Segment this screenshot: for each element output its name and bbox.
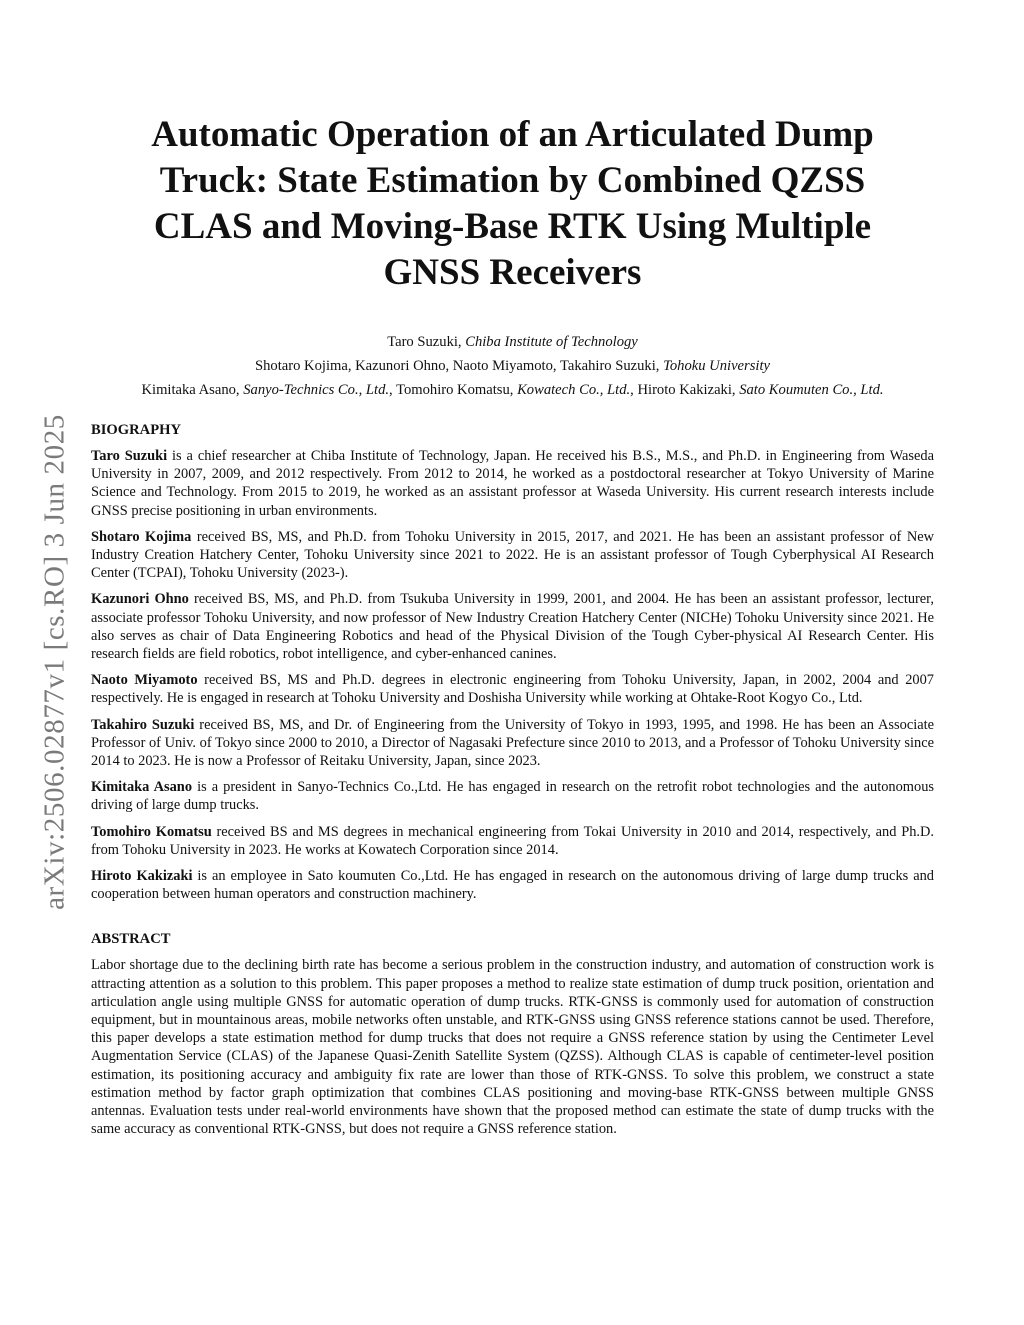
- author-affiliation: Sato Koumuten Co., Ltd.: [739, 382, 884, 398]
- author-names: , Hiroto Kakizaki,: [630, 382, 740, 398]
- author-line-3: [91, 378, 934, 402]
- bio-text: is a chief researcher at Chiba Institute of Technology, Japan. He received his B.S., M.S., and Ph.D. in Engineering from Waseda University in 2007, 2009, and 2012 respectively. From 2012 to 2014, he worked as a postdoctoral researcher at Tokyo University of Marine Science and Technology. From 2015 to 2019, he worked as an assistant professor at Waseda University. His current research interests include GNSS precise positioning in urban environments.: [91, 448, 934, 519]
- abstract-body: Labor shortage due to the declining birth rate has become a serious problem in the construction industry, and automation of construction work is attracting attention as a solution to this problem. This paper proposes a method to realize state estimation of dump truck position, orientation and articulation angle using multiple GNSS for automatic operation of dump trucks. RTK-GNSS is commonly used for automation of construction equipment, but in mountainous areas, mobile networks often unstable, and RTK-GNSS using GNSS reference stations cannot be used. Therefore, this paper develops a state estimation method for dump trucks that does not require a GNSS reference station by using the Centimeter Level Augmentation Service (CLAS) of the Japanese Quasi-Zenith Satellite System (QZSS). Although CLAS is capable of centimeter-level position estimation, its positioning accuracy and ambiguity fix rate are lower than those of RTK-GNSS. To solve this problem, we construct a state estimation method by factor graph optimization that combines CLAS positioning and moving-base RTK-GNSS between multiple GNSS antennas. Evaluation tests under real-world environments have shown that the proposed method can estimate the state of dump trucks with the same accuracy as conventional RTK-GNSS, but does not require a GNSS reference station.: [91, 957, 934, 1138]
- bio-name: Taro Suzuki: [91, 448, 168, 464]
- bio-paragraph: [91, 823, 934, 859]
- bio-name: Kazunori Ohno: [91, 591, 189, 608]
- author-affiliation: Tohoku University: [663, 358, 770, 374]
- biography-heading: BIOGRAPHY: [91, 422, 181, 438]
- author-line-2: [91, 354, 934, 378]
- bio-paragraph: [91, 671, 934, 707]
- author-line-1: [91, 330, 934, 354]
- bio-paragraph: [91, 590, 934, 663]
- bio-text: is an employee in Sato koumuten Co.,Ltd. He has engaged in research on the autonomous driving of large dump trucks and cooperation between human operators and construction machinery.: [91, 868, 934, 903]
- bio-name: Shotaro Kojima: [91, 528, 192, 545]
- bio-text: received BS and MS degrees in mechanical engineering from Tokai University in 2010 and 2014, respectively, and Ph.D. from Tohoku University in 2023. He works at Kowatech Corporation since 2014.: [91, 823, 934, 858]
- author-names: , Tomohiro Komatsu,: [389, 382, 518, 398]
- arxiv-identifier: arXiv:2506.02877v1 [cs.RO] 3 Jun 2025: [38, 414, 71, 910]
- author-affiliation: Chiba Institute of Technology: [465, 334, 638, 350]
- bio-name: Tomohiro Komatsu: [91, 823, 212, 840]
- bio-paragraph: [91, 716, 934, 771]
- bio-text: received BS, MS and Ph.D. degrees in electronic engineering from Tohoku University, Japan, in 2002, 2004 and 2007 respectively. He is engaged in research at Tohoku University and Doshisha University while working at Ohtake-Root Kogyo Co., Ltd.: [91, 672, 934, 707]
- bio-paragraph: [91, 778, 934, 814]
- author-list: [91, 330, 934, 402]
- bio-text: received BS, MS, and Ph.D. from Tohoku University in 2015, 2017, and 2021. He has been an assistant professor of New Industry Creation Hatchery Center, Tohoku University since 2021 to 2022. He is an assistant professor of Tough Cyberphysical AI Research Center (TCPAI), Tohoku University (2023-).: [91, 528, 934, 582]
- abstract-heading: ABSTRACT: [91, 931, 171, 948]
- paper-title: Automatic Operation of an Articulated Dump Truck: State Estimation by Combined QZSS CLAS and Moving-Base RTK Using Multiple GNSS Receivers: [151, 114, 874, 293]
- paper-page: [91, 112, 934, 1139]
- bio-text: received BS, MS, and Ph.D. from Tsukuba University in 1999, 2001, and 2004. He has been an assistant professor, lecturer, associate professor Tohoku University, and now professor of New Industry Creation Hatchery Center (NICHe) Tohoku University since 2021. He also serves as chair of Data Engineering Robotics and head of the Physical Division of the Tough Cyber-physical AI Research Center. His research fields are field robotics, robot intelligence, and cyber-enhanced canines.: [91, 591, 935, 663]
- bio-name: Kimitaka Asano: [91, 779, 193, 796]
- bio-text: received BS, MS, and Dr. of Engineering from the University of Tokyo in 1993, 1995, and 1998. He has been an Associate Professor of Univ. of Tokyo since 2000 to 2010, a Director of Nagasaki Prefecture since 2010 to 2013, and a Professor of Tohoku University since 2014 to 2023. He is now a Professor of Reitaku University, Japan, since 2023.: [91, 716, 934, 770]
- bio-paragraph: [91, 447, 934, 520]
- bio-text: is a president in Sanyo-Technics Co.,Ltd. He has engaged in research on the retrofit robot technologies and the autonomous driving of large dump trucks.: [91, 779, 934, 814]
- bio-name: Naoto Miyamoto: [91, 672, 198, 689]
- bio-paragraph: [91, 867, 934, 903]
- bio-name: Hiroto Kakizaki: [91, 868, 193, 885]
- bio-name: Takahiro Suzuki: [91, 716, 195, 733]
- author-names: Shotaro Kojima, Kazunori Ohno, Naoto Miyamoto, Takahiro Suzuki,: [255, 358, 664, 374]
- author-affiliation: Kowatech Co., Ltd.: [517, 382, 631, 398]
- author-affiliation: Sanyo-Technics Co., Ltd.: [243, 382, 390, 398]
- bio-paragraph: [91, 528, 934, 583]
- author-names: Taro Suzuki,: [387, 334, 466, 350]
- author-names: Kimitaka Asano,: [141, 382, 244, 398]
